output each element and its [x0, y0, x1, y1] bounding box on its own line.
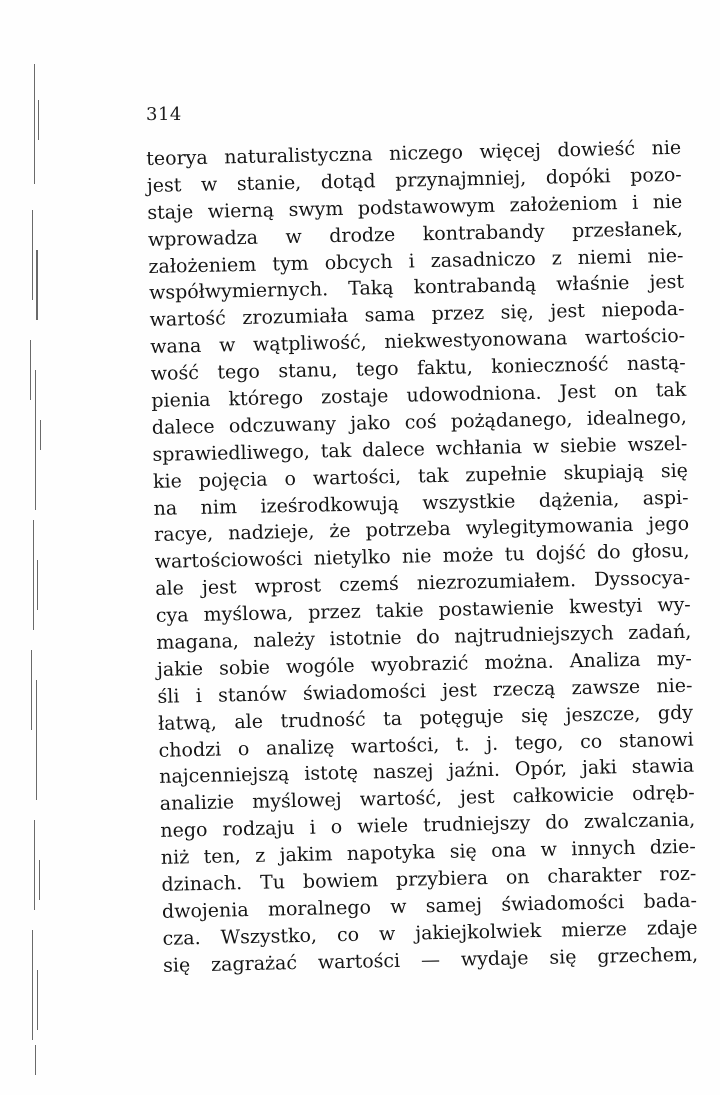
text-line: cza. Wszystko, co w jakiejkolwiek mierze zdaje — [162, 916, 698, 950]
text-line: wartościowości nietylko nie może tu dojść do głosu, — [154, 540, 690, 574]
text-line: nego rodzaju i o wiele trudniejszy do zwalczania, — [160, 808, 696, 843]
text-line: wartość zrozumiała sama przez się, jest niepoda- — [149, 298, 685, 332]
text-line: kie pojęcia o wartości, tak zupełnie skupiają się — [152, 459, 689, 493]
text-line: jakie sobie wogóle wyobrazić można. Analiza my- — [156, 647, 693, 681]
text-line: dalece odczuwany jako coś pożądanego, idealnego, — [151, 405, 688, 439]
text-line: cya myślowa, przez takie postawienie kwestyi wy- — [155, 593, 691, 628]
text-line: na nim iześrodkowują wszystkie dążenia, aspi- — [153, 486, 689, 520]
text-line: założeniem tym obcych i zasadniczo z niemi nie- — [148, 244, 684, 278]
text-line: się zagrażać wartości — wydaje się grzechem, — [162, 943, 699, 977]
text-line: śli i stanów świadomości jest rzeczą zawsze nie- — [157, 674, 693, 708]
text-line: niż ten, z jakim napotyka się ona w innych dzie- — [160, 835, 697, 869]
text-line: ale jest wprost czemś niezrozumiałem. Dyssocya- — [155, 566, 691, 601]
text-line: teorya naturalistyczna niczego więcej dowieść nie — [146, 136, 682, 170]
text-line: sprawiedliwego, tak dalece wchłania w siebie wszel- — [152, 432, 688, 466]
text-line: pienia którego zostaje udowodniona. Jest on tak — [151, 378, 687, 412]
text-line: dzinach. Tu bowiem przybiera on charakter roz- — [161, 862, 697, 896]
body-text — [146, 135, 698, 980]
text-line: wość tego stanu, tego faktu, konieczność nastą- — [150, 351, 686, 386]
text-line: staje wierną swym podstawowym założeniom i nie — [147, 190, 683, 224]
text-line: łatwą, ale trudność ta potęguje się jeszcze, gdy — [157, 701, 694, 735]
text-line: chodzi o analizę wartości, t. j. tego, co stanowi — [158, 728, 694, 762]
text-line: wana w wątpliwość, niekwestyonowana wartościo- — [149, 324, 686, 359]
text-line: racye, nadzieje, że potrzeba wylegitymowania jego — [153, 513, 690, 547]
text-line: wprowadza w drodze kontrabandy przesłanek, — [147, 217, 684, 251]
text-line: jest w stanie, dotąd przynajmniej, dopóki pozo- — [146, 163, 682, 197]
text-line: najcenniejszą istotę naszej jaźni. Opór, jaki stawia — [158, 755, 695, 789]
text-line: magana, należy istotnie do najtrudniejszych zadań, — [156, 620, 692, 654]
page-number: 314 — [146, 104, 182, 125]
text-line: analizie myślowej wartość, jest całkowicie odręb- — [159, 782, 695, 816]
text-line: współwymiernych. Taką kontrabandą właśnie jest — [148, 271, 685, 305]
text-line: dwojenia moralnego w samej świadomości bada- — [161, 889, 698, 923]
binding-edge-marks — [14, 40, 54, 1080]
